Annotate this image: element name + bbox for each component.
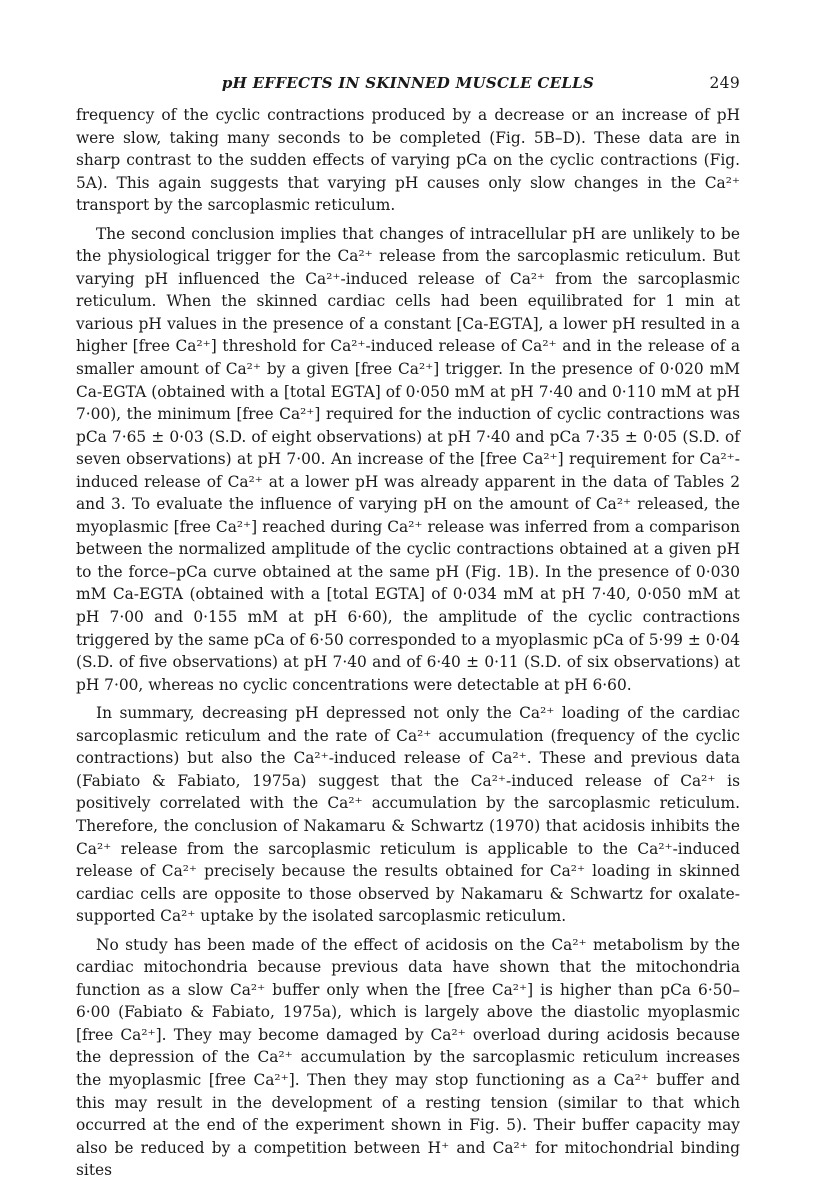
page-number: 249 (709, 74, 740, 92)
paragraph-continuation: frequency of the cyclic contractions produced by a decrease or an increase of pH were slow, taking many seconds to be completed (Fig. 5B–D). These data are in sharp contrast to the sudden effects of varying pCa on the cyclic contractions (Fig. 5A). This again suggests that varying pH causes only slow changes in the Ca²⁺ transport by the sarcoplasmic reticulum. (76, 106, 740, 215)
paragraph-second-conclusion: The second conclusion implies that changes of intracellular pH are unlikely to be the physiological trigger for the Ca²⁺ release from the sarcoplasmic reticulum. But varying pH influenced the Ca²⁺-induced release of Ca²⁺ from the sarcoplasmic reticulum. When the skinned cardiac cells had been equilibrated for 1 min at various pH values in the presence of a constant [Ca-EGTA], a lower pH resulted in a higher [free Ca²⁺] threshold for Ca²⁺-induced release of Ca²⁺ and in the release of a smaller amount of Ca²⁺ by a given [free Ca²⁺] trigger. In the presence of 0·020 mM Ca-EGTA (obtained with a [total EGTA] of 0·050 mM at pH 7·40 and 0·110 mM at pH 7·00), the minimum [free Ca²⁺] required for the induction of cyclic contractions was pCa 7·65 ± 0·03 (S.D. of eight observations) at pH 7·40 and pCa 7·35 ± 0·05 (S.D. of seven observations) at pH 7·00. An increase of the [free Ca²⁺] requirement for Ca²⁺-induced release of Ca²⁺ at a lower pH was already apparent in the data of Tables 2 and 3. To evaluate the influence of varying pH on the amount of Ca²⁺ released, the myoplasmic [free Ca²⁺] reached during Ca²⁺ release was inferred from a comparison between the normalized amplitude of the cyclic contractions obtained at a given pH to the force–pCa curve obtained at the same pH (Fig. 1B). In the presence of 0·030 mM Ca-EGTA (obtained with a [total EGTA] of 0·034 mM at pH 7·40, 0·050 mM at pH 7·00 and 0·155 mM at pH 6·60), the amplitude of the cyclic contractions triggered by the same pCa of 6·50 corresponded to a myoplasmic pCa of 5·99 ± 0·04 (S.D. of five observations) at pH 7·40 and of 6·40 ± 0·11 (S.D. of six observations) at pH 7·00, whereas no cyclic concentrations were detectable at pH 6·60. (76, 224, 740, 694)
running-title: pH EFFECTS IN SKINNED MUSCLE CELLS (221, 74, 595, 92)
body-text (76, 104, 740, 1188)
paragraph-mitochondria: No study has been made of the effect of acidosis on the Ca²⁺ metabolism by the cardiac mitochondria because previous data have shown that the mitochondria function as a slow Ca²⁺ buffer only when the [free Ca²⁺] is higher than pCa 6·50–6·00 (Fabiato & Fabiato, 1975a), which is largely above the diastolic myoplasmic [free Ca²⁺]. They may become damaged by Ca²⁺ overload during acidosis because the depression of the Ca²⁺ accumulation by the sarcoplasmic reticulum increases the myoplasmic [free Ca²⁺]. Then they may stop functioning as a Ca²⁺ buffer and this may result in the development of a resting tension (similar to that which occurred at the end of the experiment shown in Fig. 5). Their buffer capacity may also be reduced by a competition between H⁺ and Ca²⁺ for mitochondrial binding sites (76, 935, 740, 1180)
paragraph-summary: In summary, decreasing pH depressed not only the Ca²⁺ loading of the cardiac sarcoplasmic reticulum and the rate of Ca²⁺ accumulation (frequency of the cyclic contractions) but also the Ca²⁺-induced release of Ca²⁺. These and previous data (Fabiato & Fabiato, 1975a) suggest that the Ca²⁺-induced release of Ca²⁺ is positively correlated with the Ca²⁺ accumulation by the sarcoplasmic reticulum. Therefore, the conclusion of Nakamaru & Schwartz (1970) that acidosis inhibits the Ca²⁺ release from the sarcoplasmic reticulum is applicable to the Ca²⁺-induced release of Ca²⁺ precisely because the results obtained for Ca²⁺ loading in skinned cardiac cells are opposite to those observed by Nakamaru & Schwartz for oxalate-supported Ca²⁺ uptake by the isolated sarcoplasmic reticulum. (76, 704, 740, 926)
running-header (76, 74, 740, 96)
